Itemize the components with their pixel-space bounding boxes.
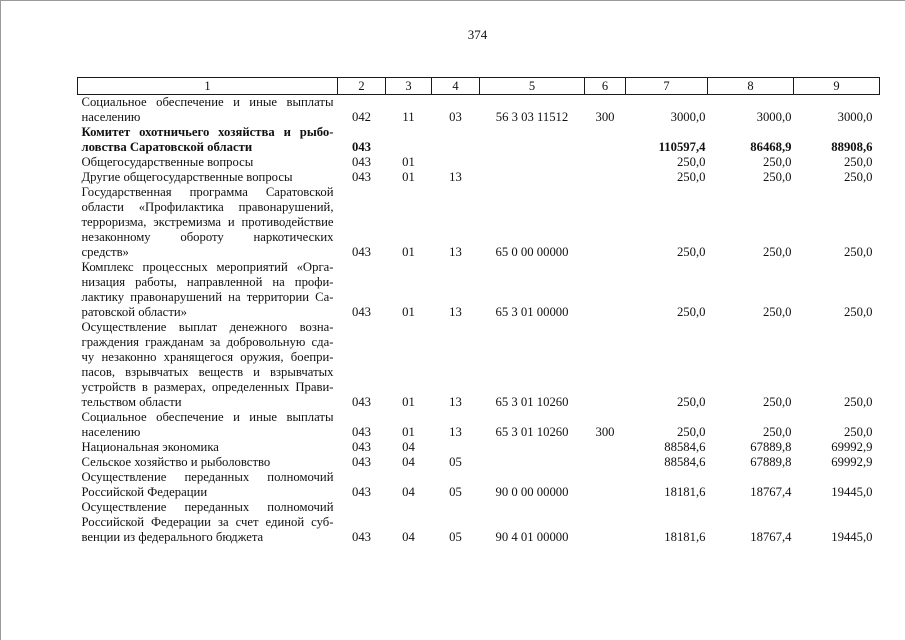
cell-amount-year2: 18767,4 — [750, 530, 792, 544]
cell-section-code: 01 — [402, 395, 415, 409]
cell-amount-year3: 19445,0 — [831, 530, 873, 544]
table-row — [78, 470, 880, 500]
cell-expense-type-code — [585, 185, 626, 260]
cell-grbs-code: 043 — [351, 140, 372, 154]
cell-expense-type-code — [585, 470, 626, 500]
cell-target-article-code — [480, 125, 585, 155]
row-title-cell — [78, 125, 338, 155]
cell-section-code: 04 — [402, 455, 415, 469]
cell-grbs-code: 043 — [351, 245, 372, 259]
row-title-line: незаконному обороту наркотических — [81, 230, 334, 244]
cell-amount-year2: 67889,8 — [750, 440, 792, 454]
cell-amount-year1: 250,0 — [676, 395, 706, 409]
cell-target-article-code — [480, 455, 585, 470]
cell-subsection-code — [432, 440, 480, 455]
cell-expense-type-code — [585, 500, 626, 545]
cell-amount-year3: 250,0 — [843, 170, 873, 184]
row-title-line: граждения гражданам за добровольную сда- — [81, 335, 334, 349]
table-row — [78, 260, 880, 320]
cell-amount-year3: 88908,6 — [831, 140, 873, 154]
cell-grbs-code: 043 — [351, 485, 372, 499]
cell-amount-year2: 250,0 — [762, 425, 792, 439]
cell-subsection-code: 13 — [449, 170, 462, 184]
table-row — [78, 500, 880, 545]
cell-expense-type-code — [585, 260, 626, 320]
row-title-cell — [78, 500, 338, 545]
cell-target-article-code: 90 4 01 00000 — [495, 530, 569, 544]
row-title-line: Государственная программа Саратовской — [81, 185, 334, 199]
header-col-5: 5 — [480, 78, 585, 95]
cell-grbs-code: 043 — [351, 170, 372, 184]
header-col-8: 8 — [708, 78, 794, 95]
row-title-line: Национальная экономика — [81, 440, 219, 454]
cell-amount-year2: 67889,8 — [750, 455, 792, 469]
row-title-line: Общегосударственные вопросы — [81, 155, 254, 169]
cell-section-code: 01 — [402, 245, 415, 259]
row-title-cell — [78, 455, 338, 470]
row-title-cell — [78, 320, 338, 410]
cell-expense-type-code — [585, 455, 626, 470]
row-title-line: пасов, взрывчатых веществ и взрывчатых — [81, 365, 334, 379]
cell-subsection-code: 03 — [449, 110, 462, 124]
cell-subsection-code: 13 — [449, 245, 462, 259]
page-number: 374 — [467, 27, 488, 42]
cell-target-article-code: 65 3 01 10260 — [495, 395, 569, 409]
cell-target-article-code: 90 0 00 00000 — [495, 485, 569, 499]
row-title-cell — [78, 185, 338, 260]
cell-amount-year1: 3000,0 — [670, 110, 706, 124]
cell-amount-year3: 69992,9 — [831, 440, 873, 454]
cell-amount-year1: 250,0 — [676, 170, 706, 184]
cell-grbs-code: 043 — [351, 155, 372, 169]
cell-target-article-code — [480, 155, 585, 170]
row-title-cell — [78, 170, 338, 185]
cell-amount-year3: 250,0 — [843, 155, 873, 169]
row-title-line: Осуществление переданных полномочий — [81, 500, 334, 514]
row-title-line: Российской Федерации за счет единой суб- — [81, 515, 334, 529]
cell-amount-year2: 18767,4 — [750, 485, 792, 499]
cell-expense-type-code — [585, 125, 626, 155]
cell-subsection-code: 13 — [449, 395, 462, 409]
row-title-line: населению — [81, 425, 141, 439]
cell-grbs-code: 043 — [351, 530, 372, 544]
header-col-7: 7 — [626, 78, 708, 95]
row-title-cell — [78, 410, 338, 440]
table-header — [78, 78, 880, 95]
row-title-line: Осуществление выплат денежного возна- — [81, 320, 334, 334]
table-header-row — [78, 78, 880, 95]
cell-amount-year3: 250,0 — [843, 425, 873, 439]
table-row — [78, 455, 880, 470]
cell-amount-year2: 250,0 — [762, 395, 792, 409]
row-title-line: низация работы, направленной на профи- — [81, 275, 334, 289]
cell-amount-year3: 69992,9 — [831, 455, 873, 469]
cell-section-code: 04 — [402, 440, 415, 454]
cell-amount-year1: 88584,6 — [664, 440, 706, 454]
cell-amount-year3: 3000,0 — [837, 110, 873, 124]
cell-subsection-code: 05 — [449, 485, 462, 499]
header-col-9: 9 — [794, 78, 880, 95]
row-title-line: ловства Саратовской области — [81, 140, 253, 154]
row-title-line: венции из федерального бюджета — [81, 530, 264, 544]
cell-section-code: 01 — [402, 170, 415, 184]
cell-target-article-code — [480, 440, 585, 455]
cell-amount-year2: 86468,9 — [750, 140, 792, 154]
cell-amount-year1: 88584,6 — [664, 455, 706, 469]
table-row — [78, 185, 880, 260]
cell-grbs-code: 043 — [351, 425, 372, 439]
cell-amount-year2: 250,0 — [762, 305, 792, 319]
cell-amount-year1: 250,0 — [676, 305, 706, 319]
cell-grbs-code: 042 — [351, 110, 372, 124]
table-row — [78, 440, 880, 455]
row-title-cell — [78, 440, 338, 455]
cell-section-code: 04 — [402, 485, 415, 499]
cell-amount-year1: 250,0 — [676, 245, 706, 259]
cell-target-article-code: 65 0 00 00000 — [495, 245, 569, 259]
row-title-line: Социальное обеспечение и иные выплаты — [81, 95, 334, 109]
cell-section-code: 01 — [402, 305, 415, 319]
row-title-line: Другие общегосударственные вопросы — [81, 170, 293, 184]
header-col-4: 4 — [432, 78, 480, 95]
cell-amount-year3: 250,0 — [843, 305, 873, 319]
cell-expense-type-code: 300 — [595, 110, 615, 124]
table-row — [78, 125, 880, 155]
cell-grbs-code: 043 — [351, 440, 372, 454]
row-title-cell — [78, 260, 338, 320]
row-title-line: населению — [81, 110, 141, 124]
cell-section-code: 01 — [402, 155, 415, 169]
cell-grbs-code: 043 — [351, 305, 372, 319]
cell-amount-year2: 250,0 — [762, 245, 792, 259]
row-title-line: чу незаконно хранящегося оружия, боепри- — [81, 350, 334, 364]
cell-section-code: 04 — [402, 530, 415, 544]
cell-target-article-code — [480, 170, 585, 185]
row-title-line: Комитет охотничьего хозяйства и рыбо- — [81, 125, 334, 139]
row-title-line: области «Профилактика правонарушений, — [81, 200, 334, 214]
table-row — [78, 170, 880, 185]
cell-amount-year3: 250,0 — [843, 245, 873, 259]
row-title-line: устройств в размерах, определенных Прави- — [81, 380, 334, 394]
cell-amount-year3: 250,0 — [843, 395, 873, 409]
table-row — [78, 95, 880, 126]
cell-subsection-code: 05 — [449, 530, 462, 544]
cell-amount-year1: 18181,6 — [664, 485, 706, 499]
cell-expense-type-code — [585, 170, 626, 185]
cell-target-article-code: 65 3 01 10260 — [495, 425, 569, 439]
row-title-cell — [78, 95, 338, 126]
budget-table — [77, 77, 880, 545]
header-col-1: 1 — [78, 78, 338, 95]
cell-section-code — [386, 125, 432, 155]
row-title-line: средств» — [81, 245, 129, 259]
row-title-line: Комплекс процессных мероприятий «Орга- — [81, 260, 334, 274]
cell-grbs-code: 043 — [351, 455, 372, 469]
cell-expense-type-code — [585, 155, 626, 170]
row-title-line: ратовской области» — [81, 305, 187, 319]
cell-target-article-code: 65 3 01 00000 — [495, 305, 569, 319]
cell-section-code: 11 — [402, 110, 415, 124]
cell-subsection-code: 13 — [449, 425, 462, 439]
row-title-line: терроризма, экстремизма и противодействие — [81, 215, 334, 229]
header-col-3: 3 — [386, 78, 432, 95]
cell-grbs-code: 043 — [351, 395, 372, 409]
cell-subsection-code — [432, 125, 480, 155]
cell-subsection-code — [432, 155, 480, 170]
cell-amount-year2: 250,0 — [762, 170, 792, 184]
cell-target-article-code: 56 3 03 11512 — [495, 110, 569, 124]
cell-amount-year3: 19445,0 — [831, 485, 873, 499]
table-body — [78, 95, 880, 546]
row-title-line: Осуществление переданных полномочий — [81, 470, 334, 484]
table-row — [78, 410, 880, 440]
cell-expense-type-code: 300 — [595, 425, 615, 439]
cell-subsection-code: 13 — [449, 305, 462, 319]
cell-amount-year1: 250,0 — [676, 425, 706, 439]
row-title-line: лактику правонарушений на территории Са- — [81, 290, 334, 304]
cell-section-code: 01 — [402, 425, 415, 439]
cell-amount-year1: 18181,6 — [664, 530, 706, 544]
cell-expense-type-code — [585, 440, 626, 455]
row-title-line: Социальное обеспечение и иные выплаты — [81, 410, 334, 424]
cell-amount-year2: 250,0 — [762, 155, 792, 169]
cell-amount-year1: 250,0 — [676, 155, 706, 169]
cell-amount-year1: 110597,4 — [658, 140, 706, 154]
cell-expense-type-code — [585, 320, 626, 410]
row-title-line: Сельское хозяйство и рыболовство — [81, 455, 271, 469]
row-title-line: тельством области — [81, 395, 182, 409]
row-title-cell — [78, 470, 338, 500]
row-title-cell — [78, 155, 338, 170]
table-row — [78, 320, 880, 410]
table-row — [78, 155, 880, 170]
cell-amount-year2: 3000,0 — [756, 110, 792, 124]
cell-subsection-code: 05 — [449, 455, 462, 469]
header-col-6: 6 — [585, 78, 626, 95]
row-title-line: Российской Федерации — [81, 485, 208, 499]
header-col-2: 2 — [338, 78, 386, 95]
